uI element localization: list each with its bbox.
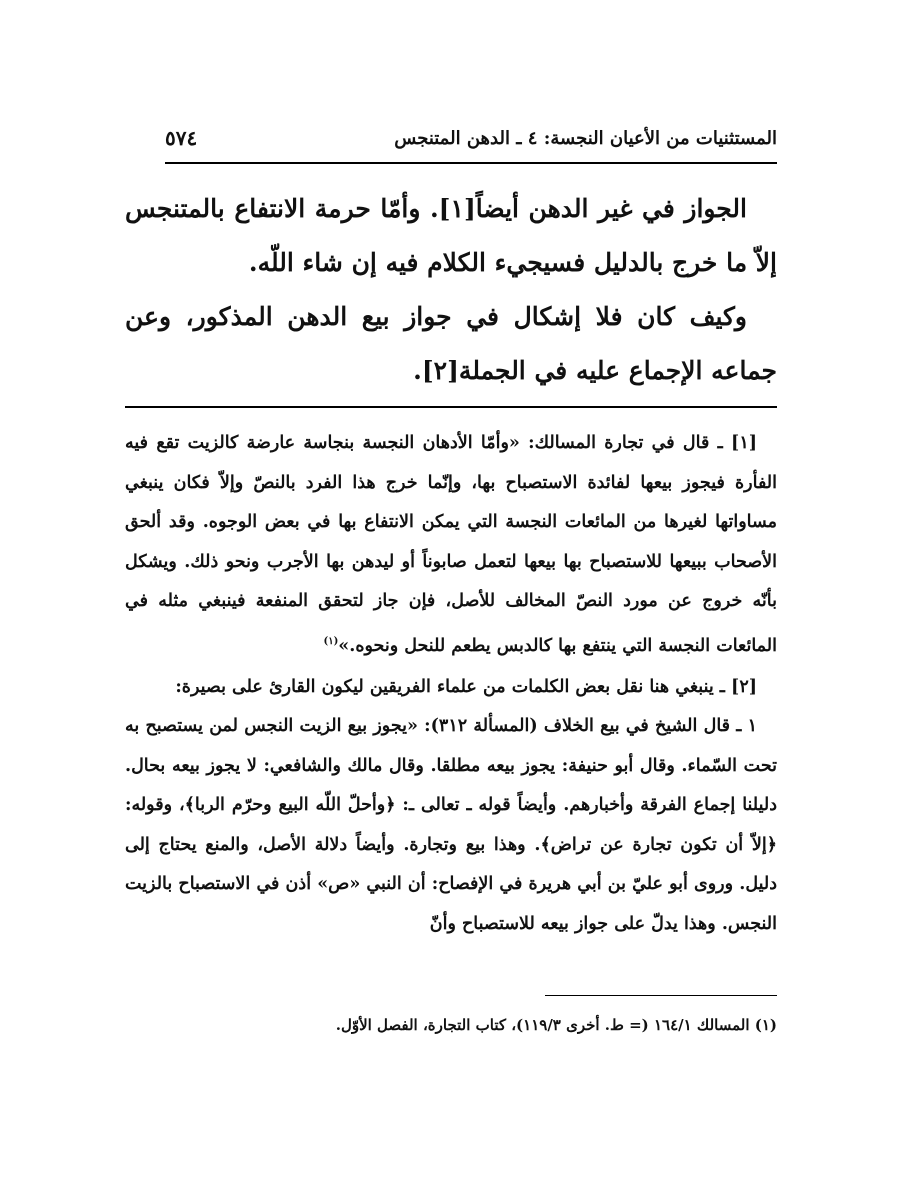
note-2-intro: [٢] ـ ينبغي هنا نقل بعض الكلمات من علماء الفريقين ليكون القارئ على بصيرة: bbox=[175, 676, 757, 697]
note-1-text: [١] ـ قال في تجارة المسالك: «وأمّا الأدهان النجسة بنجاسة عارضة كالزيت تقع فيه الفأرة فيجوز بيعها لفائدة الاستصباح بها، وإنّما خرج هذا الفرد بالنصّ وإلاّ فكان ينبغي مساواتها لغيرها من المائعات النجسة التي يمكن الانتفاع بها في بعض الوجوه. وقد ألحق الأصحاب ببيعها للاستصباح بها بيعها لتعمل صابوناً أو ليدهن بها الأجرب ونحو ذلك. ويشكل بأنّه خروج عن مورد النصّ المخالف للأصل، فإن جاز لتحقق المنفعة فينبغي مثله في المائعات النجسة التي ينتفع بها كالدبس يطعم للنحل ونحوه.» bbox=[125, 433, 777, 656]
page-number: ٥٧٤ bbox=[165, 126, 198, 150]
running-title: المستثنيات من الأعيان النجسة: ٤ ـ الدهن المتنجس bbox=[394, 127, 777, 149]
main-paragraph-1: الجواز في غير الدهن أيضاً[١]. وأمّا حرمة الانتفاع بالمتنجس إلاّ ما خرج بالدليل فسيجيء الكلام فيه إن شاء اللّه. bbox=[125, 194, 777, 277]
header-rule bbox=[165, 162, 777, 164]
footnote: (١) المسالك ١٦٤/١ (= ط. أخرى ١١٩/٣)، كتاب التجارة، الفصل الأوّل. bbox=[335, 1016, 777, 1034]
main-paragraph-2: وكيف كان فلا إشكال في جواز بيع الدهن المذكور، وعن جماعه الإجماع عليه في الجملة[٢]. bbox=[125, 302, 777, 385]
commentary-notes bbox=[125, 424, 777, 944]
main-text bbox=[125, 182, 777, 398]
notes-separator bbox=[125, 406, 777, 408]
note-1 bbox=[125, 424, 777, 666]
note-1-ref: (١) bbox=[323, 635, 339, 647]
footnote-rule bbox=[545, 995, 777, 996]
page-header bbox=[165, 118, 777, 158]
note-2-item-1: ١ ـ قال الشيخ في بيع الخلاف (المسألة ٣١٢): «يجوز بيع الزيت النجس لمن يستصبح به تحت السّماء. وقال أبو حنيفة: يجوز بيعه مطلقا. وقال مالك والشافعي: لا يجوز بيعه بحال. دليلنا إجماع الفرقة وأخبارهم. وأيضاً قوله ـ تعالى ـ: ﴿وأحلّ اللّه البيع وحرّم الربا﴾، وقوله: ﴿إلاّ أن تكون تجارة عن تراض﴾. وهذا بيع وتجارة. وأيضاً دلالة الأصل، والمنع يحتاج إلى دليل. وروى أبو عليّ بن أبي هريرة في الإفصاح: أن النبي «ص» أذن في الاستصباح بالزيت النجس. وهذا يدلّ على جواز بيعه للاستصباح وأنّ bbox=[125, 716, 777, 934]
